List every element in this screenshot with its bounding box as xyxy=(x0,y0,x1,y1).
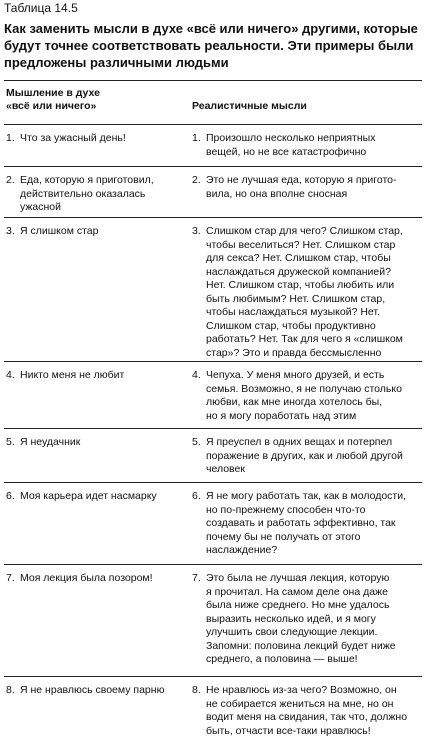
cell-line: наслаждаться дружеской компанией? xyxy=(206,266,422,280)
cell-line: Это не лучшая еда, которую я пригото- xyxy=(206,174,422,188)
cell-line: водит меня на свидания, так что, должно xyxy=(206,711,422,725)
cell-all-or-nothing xyxy=(4,132,192,166)
table-row xyxy=(4,429,422,483)
cell-all-or-nothing xyxy=(4,684,192,731)
table-row xyxy=(4,483,422,565)
cell-line: Произошло несколько неприятных xyxy=(206,132,422,146)
cell-all-or-nothing xyxy=(4,225,192,361)
row-number: 4. xyxy=(6,369,20,383)
cell-line: Запомни: половина лекций будет ниже xyxy=(206,640,422,654)
cell-realistic xyxy=(192,490,422,564)
cell-realistic xyxy=(192,436,422,482)
cell-line: была ниже среднего. Но мне удалось xyxy=(206,599,422,613)
cell-line: Что за ужасный день! xyxy=(20,132,192,146)
cell-line: человек xyxy=(206,463,422,477)
cell-line: ужасной xyxy=(20,201,192,215)
cell-line: Я не могу работать так, как в молодости, xyxy=(206,490,422,504)
cell-line: не собирается жениться на мне, но он xyxy=(206,698,422,712)
row-number: 6. xyxy=(6,490,20,504)
cell-line: стар»? Это и правда бессмысленно xyxy=(206,347,422,361)
header-realistic: Реалистичные мысли xyxy=(192,87,422,117)
cell-line: Никто меня не любит xyxy=(20,369,192,383)
cell-line: но по-прежнему способен что-то xyxy=(206,504,422,518)
cell-line: любви, как мне иногда хотелось бы, xyxy=(206,396,422,410)
cell-line: но я могу поработать над этим xyxy=(206,410,422,424)
cell-line: вещей, но не все катастрофично xyxy=(206,146,422,160)
cell-realistic xyxy=(192,572,422,676)
table-row xyxy=(4,218,422,362)
table-label: Таблица 14.5 xyxy=(4,0,422,17)
header-line: «всё или ничего» xyxy=(6,100,192,113)
row-number: 3. xyxy=(192,225,206,360)
row-number: 8. xyxy=(192,684,206,738)
table-row xyxy=(4,167,422,218)
cell-all-or-nothing xyxy=(4,490,192,564)
row-number: 6. xyxy=(192,490,206,558)
cell-line: почему бы не получать от этого xyxy=(206,531,422,545)
cell-realistic xyxy=(192,369,422,428)
row-number: 5. xyxy=(6,436,20,450)
row-number: 1. xyxy=(6,132,20,146)
cell-realistic xyxy=(192,132,422,166)
header-line: Мышление в духе xyxy=(6,87,192,100)
cell-line: вила, но она вполне сносная xyxy=(206,188,422,202)
cell-line: Слишком стар для чего? Слишком стар, xyxy=(206,225,422,239)
table-header xyxy=(4,81,422,125)
cell-line: улучшить свои следующие лекции. xyxy=(206,626,422,640)
cell-line: быть, отчасти все-таки нравлюсь! xyxy=(206,725,422,738)
cell-all-or-nothing xyxy=(4,174,192,217)
cell-line: семья. Возможно, я не получаю столько xyxy=(206,383,422,397)
cell-line: Моя карьера идет насмарку xyxy=(20,490,192,504)
caption-line: предложены различными людьми xyxy=(4,54,422,71)
row-number: 2. xyxy=(6,174,20,215)
cell-line: Не нравлюсь из-за чего? Возможно, он xyxy=(206,684,422,698)
row-number: 7. xyxy=(6,572,20,586)
cell-line: Нет. Слишком стар, чтобы любить или xyxy=(206,279,422,293)
table-row xyxy=(4,565,422,677)
caption-line: будут точнее соответствовать реальности. Эти примеры были xyxy=(4,37,422,54)
cell-line: создавать и работать эффективно, так xyxy=(206,517,422,531)
cell-all-or-nothing xyxy=(4,369,192,428)
table-body xyxy=(4,125,422,731)
cell-line: действительно оказалась xyxy=(20,188,192,202)
cell-line: Моя лекция была позором! xyxy=(20,572,192,586)
table-caption xyxy=(4,20,422,71)
cell-line: Я неудачник xyxy=(20,436,192,450)
cell-line: Я не нравлюсь своему парню xyxy=(20,684,192,698)
cell-line: Еда, которую я приготовил, xyxy=(20,174,192,188)
cell-line: Я слишком стар xyxy=(20,225,192,239)
header-all-or-nothing xyxy=(4,87,192,117)
table-row xyxy=(4,362,422,429)
cell-line: наслаждение? xyxy=(206,544,422,558)
row-number: 3. xyxy=(6,225,20,239)
table-row xyxy=(4,125,422,167)
cell-line: быть любимым? Нет. Слишком стар, xyxy=(206,293,422,307)
cell-line: Это была не лучшая лекция, которую xyxy=(206,572,422,586)
table-row xyxy=(4,677,422,731)
cell-line: поражение в других, как и любой другой xyxy=(206,450,422,464)
cell-all-or-nothing xyxy=(4,436,192,482)
row-number: 7. xyxy=(192,572,206,667)
row-number: 5. xyxy=(192,436,206,477)
cell-line: среднего, а половина — выше! xyxy=(206,653,422,667)
row-number: 1. xyxy=(192,132,206,159)
cell-line: выразить несколько идей, и я могу xyxy=(206,613,422,627)
cell-realistic xyxy=(192,174,422,217)
cell-line: Чепуха. У меня много друзей, и есть xyxy=(206,369,422,383)
row-number: 4. xyxy=(192,369,206,423)
cell-line: Слишком стар, чтобы продуктивно xyxy=(206,320,422,334)
caption-line: Как заменить мысли в духе «всё или ничего» другими, которые xyxy=(4,20,422,37)
cell-line: чтобы веселиться? Нет. Слишком стар xyxy=(206,239,422,253)
cell-line: Я преуспел в одних вещах и потерпел xyxy=(206,436,422,450)
row-number: 2. xyxy=(192,174,206,201)
cell-line: я прочитал. На самом деле она даже xyxy=(206,586,422,600)
cell-all-or-nothing xyxy=(4,572,192,676)
row-number: 8. xyxy=(6,684,20,698)
cell-line: чтобы наслаждаться музыкой? Нет. xyxy=(206,306,422,320)
cell-line: работать? Нет. Так для чего я «слишком xyxy=(206,333,422,347)
cell-realistic xyxy=(192,225,422,361)
cell-realistic xyxy=(192,684,422,731)
cell-line: для секса? Нет. Слишком стар, чтобы xyxy=(206,252,422,266)
